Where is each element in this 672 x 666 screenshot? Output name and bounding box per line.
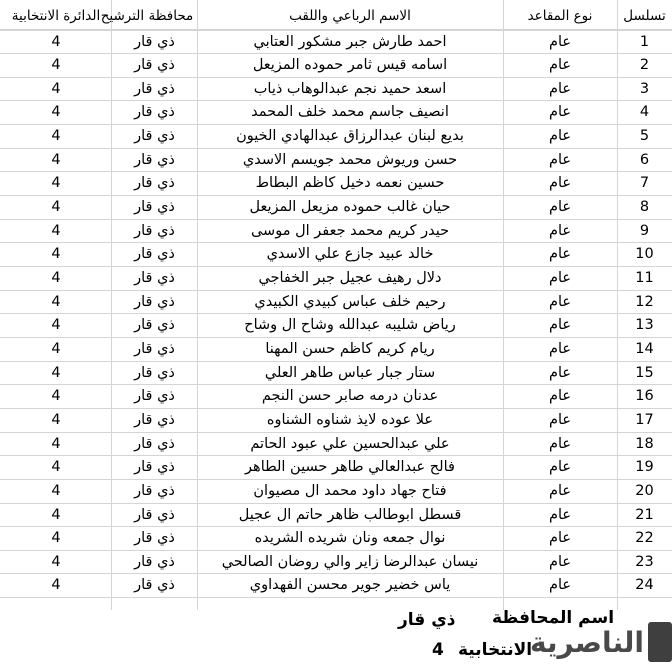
district-cell: 4: [51, 364, 61, 381]
name-cell: ريام كريم كاظم حسن المهنا: [265, 340, 435, 357]
seq-cell: 9: [639, 222, 650, 239]
table-row: [0, 290, 672, 314]
name-cell: ياس خضير جوير محسن الفهداوي: [249, 577, 451, 594]
footer-gov-label: اسم المحافظة: [492, 608, 615, 628]
district-cell: 4: [51, 435, 61, 452]
district-cell: 4: [51, 553, 61, 570]
governorate-cell: ذي قار: [134, 175, 175, 192]
district-cell: 4: [51, 222, 61, 239]
seq-cell: 4: [639, 104, 650, 121]
header-governorate: محافظة الترشيح: [100, 8, 194, 24]
governorate-cell: ذي قار: [134, 482, 175, 499]
table-row: [0, 30, 672, 54]
table-row: [0, 384, 672, 408]
table-row: [0, 337, 672, 361]
seq-cell: 11: [635, 270, 654, 286]
seat-type-cell: عام: [548, 246, 572, 263]
governorate-cell: ذي قار: [134, 128, 175, 145]
name-cell: اسعد حميد نجم عبدالوهاب ذياب: [253, 80, 447, 97]
governorate-cell: ذي قار: [134, 435, 175, 452]
governorate-cell: ذي قار: [134, 151, 175, 168]
district-cell: 4: [51, 175, 61, 192]
seq-cell: 6: [639, 151, 650, 168]
name-cell: فالح عبدالعالي طاهر حسين الطاهر: [245, 459, 455, 476]
seat-type-cell: عام: [548, 104, 572, 121]
seq-cell: 16: [635, 388, 654, 405]
seq-cell: 2: [639, 57, 650, 74]
district-cell: 4: [51, 577, 61, 594]
governorate-cell: ذي قار: [134, 317, 175, 334]
header-seq: تسلسل: [623, 8, 666, 24]
name-cell: حسين نعمه دخيل كاظم البطاط: [255, 175, 445, 192]
seq-cell: 10: [635, 246, 654, 263]
seq-cell: 24: [635, 577, 654, 594]
seat-type-cell: عام: [548, 435, 572, 452]
district-cell: 4: [51, 199, 61, 216]
name-cell: بديع لبنان عبدالرزاق عبدالهادي الخيون: [236, 128, 464, 145]
seat-type-cell: عام: [548, 553, 572, 570]
governorate-cell: ذي قار: [134, 222, 175, 239]
table-row: [0, 550, 672, 574]
seat-type-cell: عام: [548, 80, 572, 97]
footer-district-value: 4: [432, 640, 444, 660]
district-cell: 4: [51, 80, 61, 97]
district-cell: 4: [51, 317, 61, 334]
seat-type-cell: عام: [548, 222, 572, 239]
seat-type-cell: عام: [548, 175, 572, 192]
footer-gov-value: ذي قار: [398, 610, 456, 630]
district-cell: 4: [51, 530, 61, 547]
table-row: [0, 455, 672, 479]
table-row: [0, 266, 672, 290]
table-row: [0, 148, 672, 172]
name-cell: انصيف جاسم محمد خلف المحمد: [251, 104, 449, 121]
seat-type-cell: عام: [548, 530, 572, 547]
name-cell: حيدر كريم محمد جعفر ال موسى: [250, 222, 450, 239]
name-cell: حيان غالب حموده مزيعل المزيعل: [249, 199, 451, 216]
seat-type-cell: عام: [548, 317, 572, 334]
table-row: [0, 53, 672, 77]
seq-cell: 18: [635, 435, 654, 452]
seq-cell: 15: [635, 364, 654, 381]
name-cell: عدنان درمه صابر حسن النجم: [261, 388, 439, 405]
governorate-cell: ذي قار: [134, 33, 175, 50]
name-cell: علي عبدالحسين علي عبود الحاتم: [250, 435, 450, 452]
seat-type-cell: عام: [548, 293, 572, 310]
table-row: [0, 479, 672, 503]
name-cell: نوال جمعه ونان شريده الشريده: [254, 530, 446, 547]
footer-district-label: الانتخابية: [458, 640, 533, 660]
watermark-text: الناصرية: [530, 625, 645, 659]
seq-cell: 20: [635, 482, 654, 499]
name-cell: ستار جبار عباس طاهر العلي: [264, 364, 436, 381]
header-district: الدائرة الانتخابية: [11, 8, 101, 24]
header-name: الاسم الرباعي واللقب: [289, 8, 411, 24]
governorate-cell: ذي قار: [134, 270, 175, 286]
seat-type-cell: عام: [548, 151, 572, 168]
district-cell: 4: [51, 459, 61, 476]
name-cell: دلال رهيف عجيل جبر الخفاجي: [258, 270, 442, 286]
district-cell: 4: [51, 128, 61, 145]
district-cell: 4: [51, 151, 61, 168]
table-row: [0, 100, 672, 124]
seq-cell: 14: [635, 340, 654, 357]
seq-cell: 3: [639, 80, 650, 97]
logo-icon: [648, 622, 672, 662]
governorate-cell: ذي قار: [134, 340, 175, 357]
seat-type-cell: عام: [548, 506, 572, 523]
grid-line: [0, 597, 672, 598]
seat-type-cell: عام: [548, 388, 572, 405]
seq-cell: 22: [635, 530, 654, 547]
table-row: [0, 195, 672, 219]
name-cell: رياض شليبه عبدالله وشاح ال وشاح: [244, 317, 456, 334]
seat-type-cell: عام: [548, 459, 572, 476]
seat-type-cell: عام: [548, 340, 572, 357]
district-cell: 4: [51, 340, 61, 357]
seat-type-cell: عام: [548, 482, 572, 499]
seat-type-cell: عام: [548, 33, 572, 50]
governorate-cell: ذي قار: [134, 57, 175, 74]
seq-cell: 17: [635, 411, 654, 428]
table-row: [0, 408, 672, 432]
seq-cell: 5: [639, 128, 650, 145]
seq-cell: 1: [639, 33, 650, 50]
seat-type-cell: عام: [548, 57, 572, 74]
governorate-cell: ذي قار: [134, 388, 175, 405]
governorate-cell: ذي قار: [134, 293, 175, 310]
district-cell: 4: [51, 246, 61, 263]
seq-cell: 23: [635, 553, 654, 570]
name-cell: اسامه قيس ثامر حموده المزيعل: [252, 57, 448, 74]
district-cell: 4: [51, 411, 61, 428]
governorate-cell: ذي قار: [134, 364, 175, 381]
name-cell: نيسان عبدالرضا زاير والي روضان الصالحي: [221, 553, 479, 570]
table-row: [0, 361, 672, 385]
name-cell: قسطل ابوطالب ظاهر حاتم ال عجيل: [238, 506, 462, 523]
name-cell: خالد عبيد جازع علي الاسدي: [266, 246, 434, 263]
header-seat-type: نوع المقاعد: [527, 8, 593, 24]
seq-cell: 13: [635, 317, 654, 334]
governorate-cell: ذي قار: [134, 459, 175, 476]
seat-type-cell: عام: [548, 411, 572, 428]
seat-type-cell: عام: [548, 364, 572, 381]
seq-cell: 19: [635, 459, 654, 476]
governorate-cell: ذي قار: [134, 577, 175, 594]
governorate-cell: ذي قار: [134, 506, 175, 523]
table-row: [0, 526, 672, 550]
district-cell: 4: [51, 482, 61, 499]
seq-cell: 8: [639, 199, 650, 216]
watermark-logo: [530, 618, 672, 666]
seat-type-cell: عام: [548, 128, 572, 145]
table-row: [0, 242, 672, 266]
seq-cell: 12: [635, 293, 654, 310]
governorate-cell: ذي قار: [134, 553, 175, 570]
district-cell: 4: [51, 57, 61, 74]
governorate-cell: ذي قار: [134, 411, 175, 428]
seq-cell: 21: [635, 506, 654, 523]
table-row: [0, 219, 672, 243]
table-row: [0, 313, 672, 337]
table-row: [0, 124, 672, 148]
district-cell: 4: [51, 104, 61, 121]
governorate-cell: ذي قار: [134, 104, 175, 121]
district-cell: 4: [51, 270, 61, 286]
governorate-cell: ذي قار: [134, 530, 175, 547]
governorate-cell: ذي قار: [134, 199, 175, 216]
table-row: [0, 573, 672, 597]
district-cell: 4: [51, 293, 61, 310]
seq-cell: 7: [639, 175, 650, 192]
name-cell: حسن وريوش محمد جويسم الاسدي: [242, 151, 458, 168]
table-row: [0, 432, 672, 456]
seat-type-cell: عام: [548, 270, 572, 286]
name-cell: رحيم خلف عباس كبيدي الكبيدي: [254, 293, 446, 310]
table-row: [0, 77, 672, 101]
table-row: [0, 171, 672, 195]
district-cell: 4: [51, 388, 61, 405]
table-row: [0, 503, 672, 527]
name-cell: احمد طارش جبر مشكور العتابي: [253, 33, 447, 50]
seat-type-cell: عام: [548, 577, 572, 594]
governorate-cell: ذي قار: [134, 80, 175, 97]
table-header: [0, 4, 672, 28]
seat-type-cell: عام: [548, 199, 572, 216]
district-cell: 4: [51, 33, 61, 50]
district-cell: 4: [51, 506, 61, 523]
governorate-cell: ذي قار: [134, 246, 175, 263]
name-cell: علا عوده لايذ شناوه الشناوه: [266, 411, 434, 428]
name-cell: فتاح جهاد داود محمد ال مصيوان: [253, 482, 447, 499]
